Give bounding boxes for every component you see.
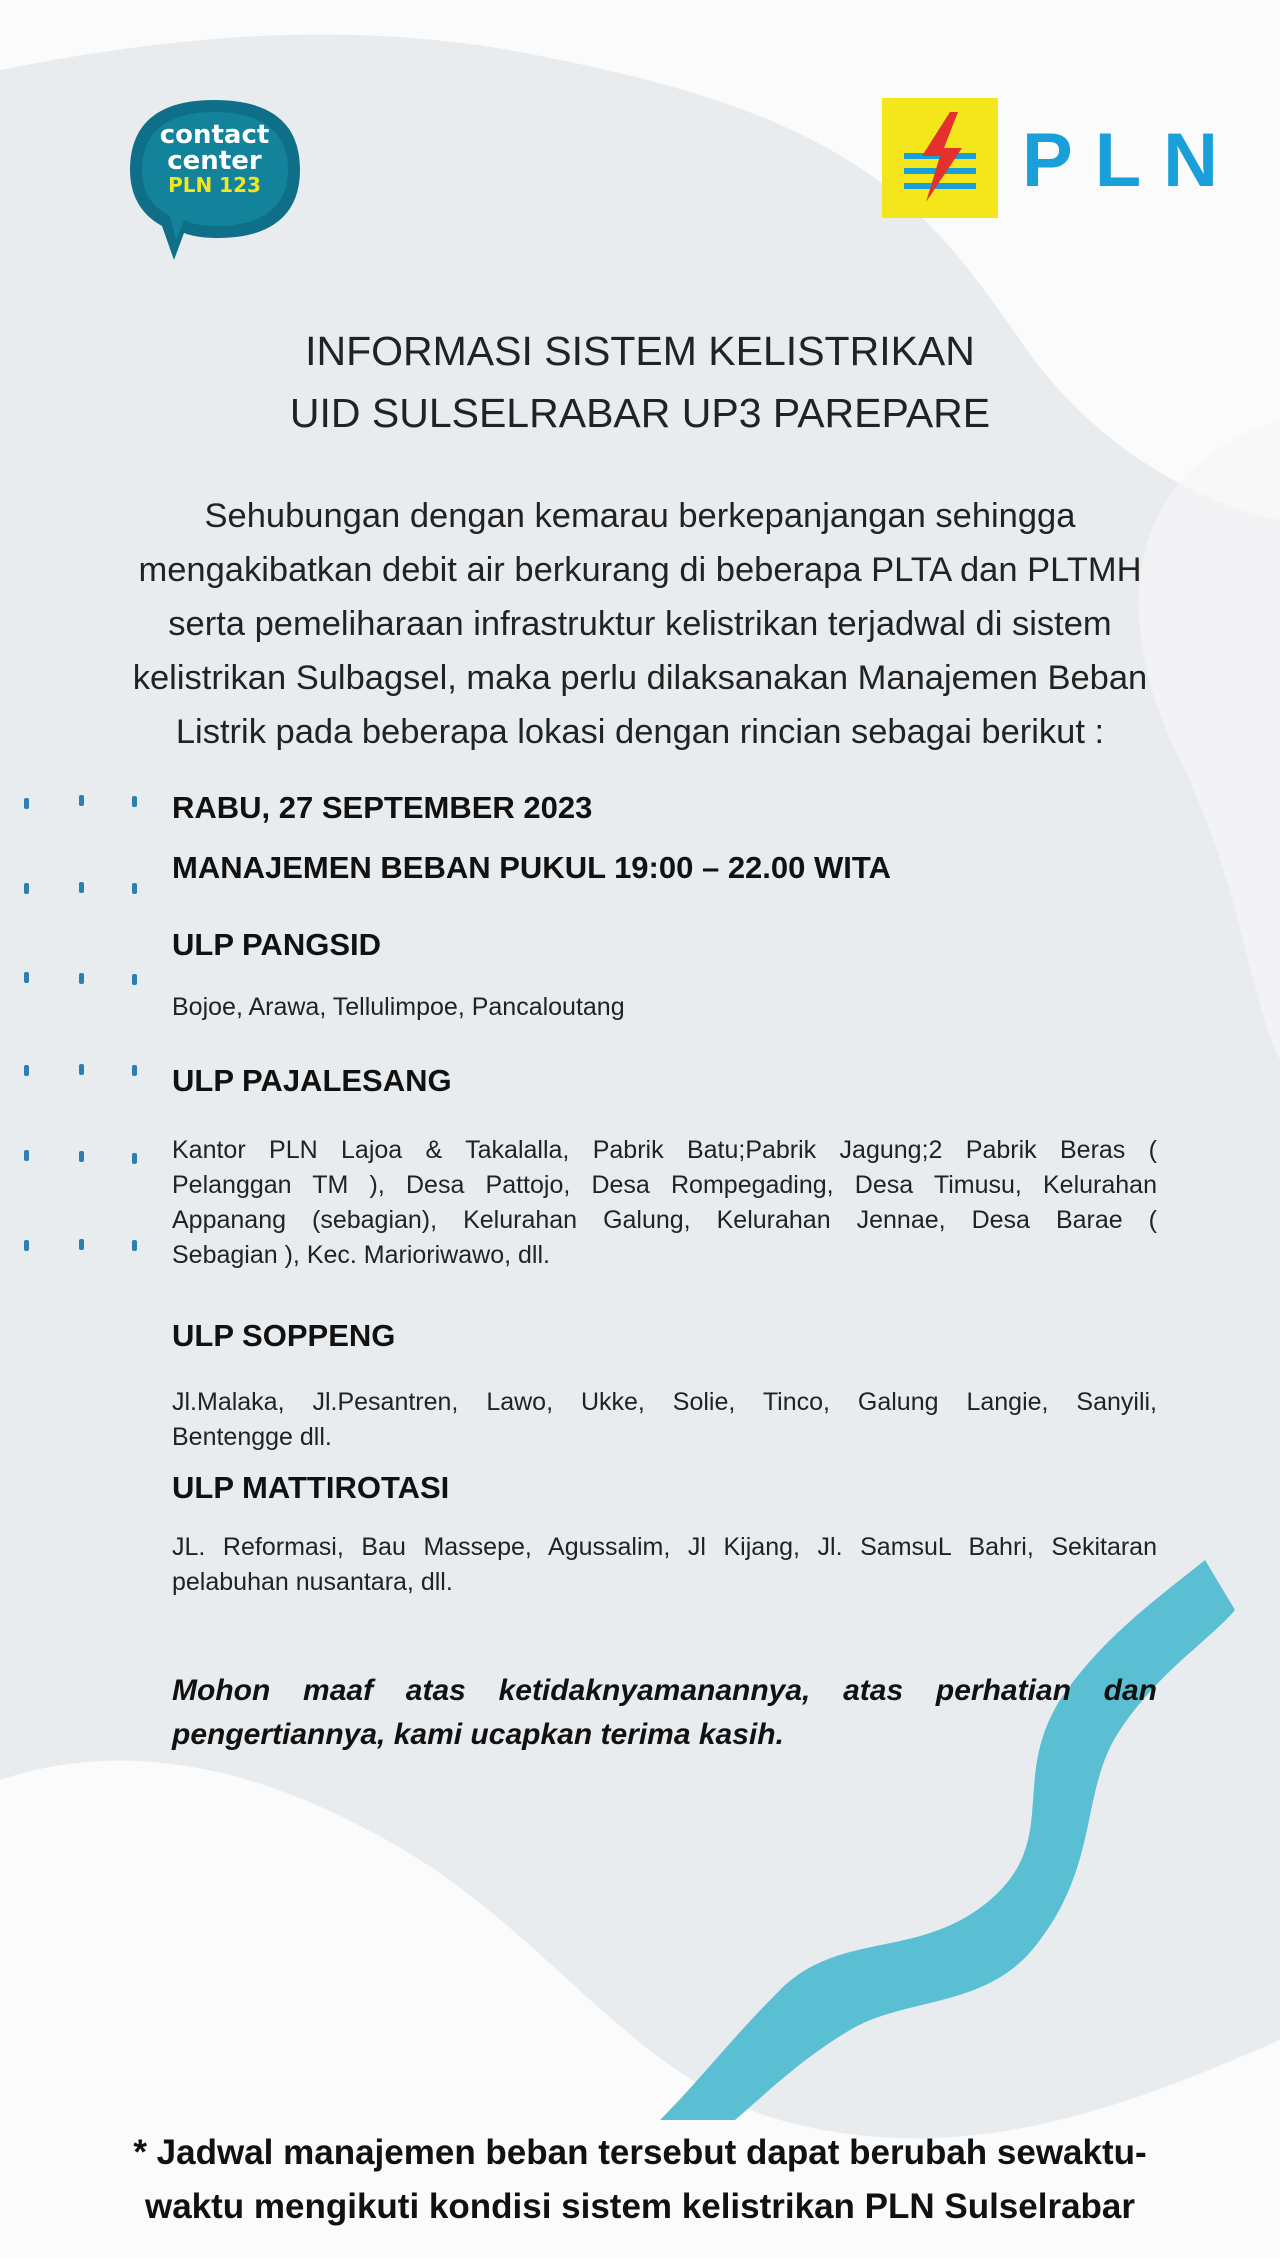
- section-text-soppeng: Bentengge dll.: [172, 1423, 332, 1451]
- intro-line: serta pemeliharaan infrastruktur kelistrikan terjadwal di sistem: [168, 605, 1112, 643]
- lightning-icon: [882, 98, 998, 218]
- page-title-line1: INFORMASI SISTEM KELISTRIKAN: [305, 328, 975, 374]
- pln-mark: [882, 98, 998, 218]
- section-heading-pangsid: ULP PANGSID: [172, 927, 381, 962]
- section-text-pajalesang: Sebagian ), Kec. Marioriwawo, dll.: [172, 1241, 550, 1269]
- intro-line: kelistrikan Sulbagsel, maka perlu dilaksanakan Manajemen Beban: [132, 659, 1148, 697]
- intro-line: Listrik pada beberapa lokasi dengan rincian sebagai berikut :: [175, 713, 1105, 751]
- section-text-mattirotasi: JL. Reformasi, Bau Massepe, Agussalim, Jl Kijang, Jl. SamsuL Bahri, Sekitaran: [172, 1533, 1157, 1561]
- pln-logo: [882, 98, 1240, 222]
- section-heading-mattirotasi: ULP MATTIROTASI: [172, 1470, 450, 1505]
- contact-center-logo: [122, 92, 307, 262]
- intro-line: mengakibatkan debit air berkurang di beberapa PLTA dan PLTMH: [138, 551, 1142, 589]
- contact-center-line3: PLN 123: [168, 173, 261, 197]
- pln-wordmark: PLN: [1022, 118, 1240, 203]
- section-text-pangsid: Bojoe, Arawa, Tellulimpoe, Pancaloutang: [172, 993, 625, 1021]
- section-text-soppeng: Jl.Malaka, Jl.Pesantren, Lawo, Ukke, Solie, Tinco, Galung Langie, Sanyili,: [172, 1388, 1157, 1416]
- section-text-pajalesang: Appanang (sebagian), Kelurahan Galung, Kelurahan Jennae, Desa Barae (: [172, 1206, 1157, 1234]
- closing-text: Mohon maaf atas ketidaknyamanannya, atas perhatian dan: [172, 1674, 1157, 1707]
- schedule-time: MANAJEMEN BEBAN PUKUL 19:00 – 22.00 WITA: [172, 850, 891, 885]
- contact-center-line1: contact: [159, 120, 270, 150]
- section-text-mattirotasi: pelabuhan nusantara, dll.: [172, 1568, 453, 1596]
- closing-text: pengertiannya, kami ucapkan terima kasih.: [172, 1718, 784, 1751]
- section-heading-pajalesang: ULP PAJALESANG: [172, 1063, 452, 1098]
- footer-note: waktu mengikuti kondisi sistem kelistrikan PLN Sulselrabar: [144, 2187, 1136, 2226]
- section-text-pajalesang: Kantor PLN Lajoa & Takalalla, Pabrik Batu;Pabrik Jagung;2 Pabrik Beras (: [172, 1136, 1157, 1164]
- section-heading-soppeng: ULP SOPPENG: [172, 1318, 396, 1353]
- page-title-line2: UID SULSELRABAR UP3 PAREPARE: [289, 390, 991, 436]
- footer-note: * Jadwal manajemen beban tersebut dapat berubah sewaktu-: [133, 2133, 1147, 2172]
- contact-center-line2: center: [167, 146, 262, 176]
- schedule-date: RABU, 27 SEPTEMBER 2023: [172, 790, 593, 825]
- intro-line: Sehubungan dengan kemarau berkepanjangan sehingga: [204, 497, 1076, 535]
- section-text-pajalesang: Pelanggan TM ), Desa Pattojo, Desa Rompegading, Desa Timusu, Kelurahan: [172, 1171, 1157, 1199]
